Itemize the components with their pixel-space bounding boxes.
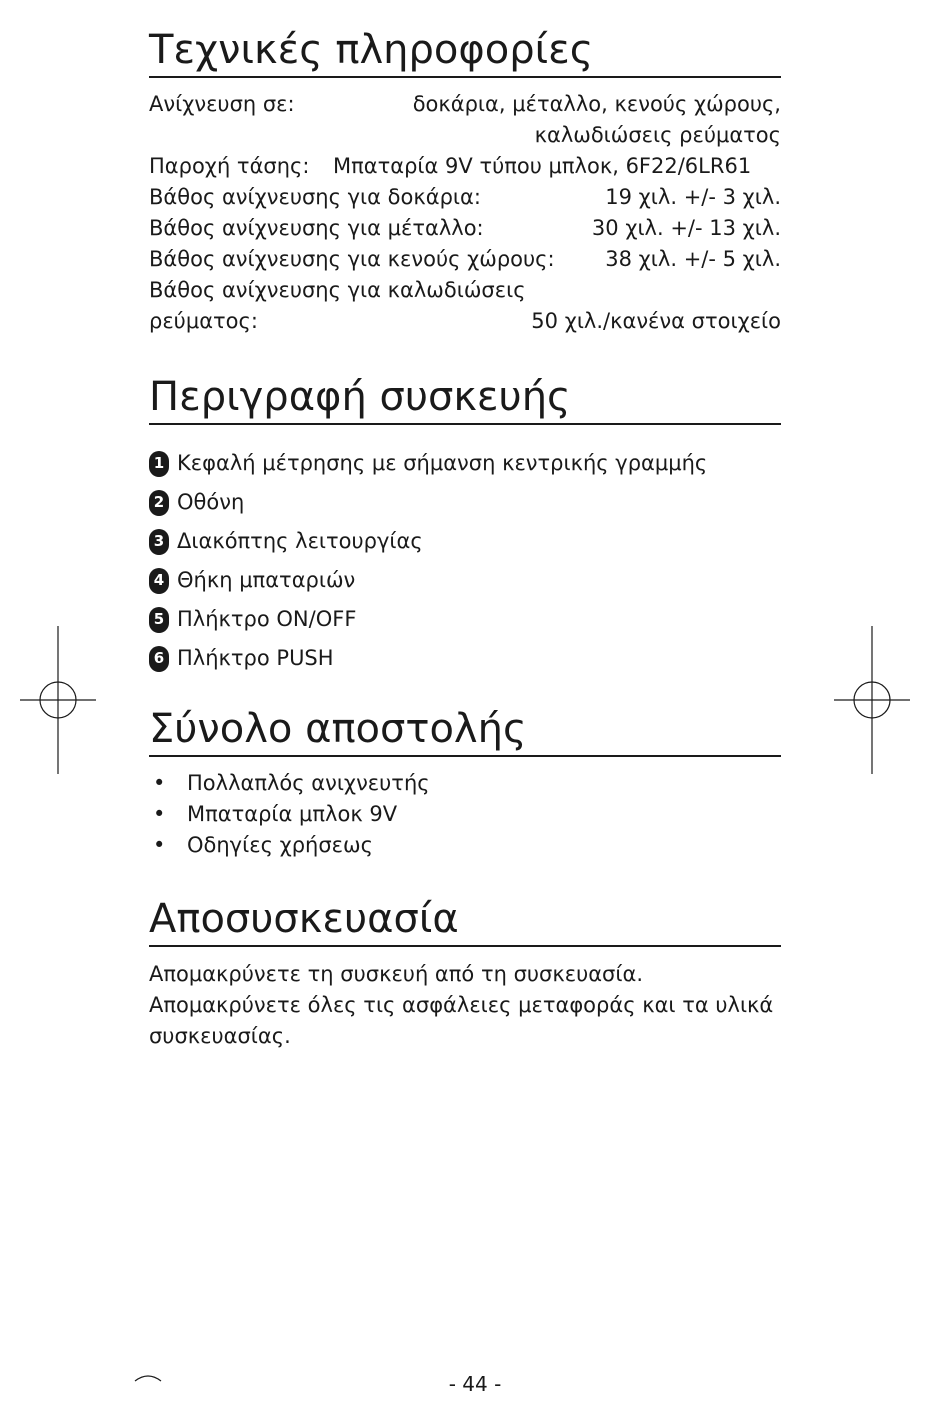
device-parts-list <box>149 444 781 678</box>
spec-power-label: Παροχή τάσης: <box>149 154 310 178</box>
unpacking-line: Απομακρύνετε όλες τις ασφάλειες μεταφοράς και τα υλικά <box>149 993 774 1017</box>
device-description-heading: Περιγραφή συσκευής <box>149 373 781 425</box>
device-part-label: Πλήκτρο ON/OFF <box>177 607 357 631</box>
bullet-icon: • <box>153 771 166 795</box>
delivery-item-label: Πολλαπλός ανιχνευτής <box>187 771 430 795</box>
spec-depth-metal-label: Βάθος ανίχνευσης για μέταλλο: <box>149 216 484 240</box>
registration-crosshair-icon <box>834 626 910 774</box>
device-part-item <box>149 600 781 639</box>
device-part-label: Πλήκτρο PUSH <box>177 646 334 670</box>
spec-detection-label: Ανίχνευση σε: <box>149 92 295 116</box>
spec-depth-voids-label: Βάθος ανίχνευσης για κενούς χώρους: <box>149 247 555 271</box>
spec-depth-wiring-row-2 <box>149 306 781 337</box>
unpacking-heading: Αποσυσκευασία <box>149 895 781 947</box>
technical-specs <box>149 89 781 337</box>
spec-depth-voids-row <box>149 244 781 275</box>
page-number: - 44 - <box>448 1372 502 1396</box>
device-part-item <box>149 639 781 678</box>
spec-detection-value-2: καλωδιώσεις ρεύματος <box>534 123 781 147</box>
device-part-item <box>149 522 781 561</box>
list-item <box>149 830 781 861</box>
spec-depth-beams-row <box>149 182 781 213</box>
bullet-icon: • <box>153 833 166 857</box>
device-part-item <box>149 561 781 600</box>
number-1-icon: 1 <box>149 451 169 477</box>
device-part-label: Θήκη μπαταριών <box>177 568 356 592</box>
spec-depth-wiring-row <box>149 275 781 306</box>
device-part-item <box>149 444 781 483</box>
spec-depth-metal-row <box>149 213 781 244</box>
registration-crosshair-icon <box>20 626 96 774</box>
device-part-label: Διακόπτης λειτουργίας <box>177 529 423 553</box>
unpacking-paragraph <box>149 959 781 1052</box>
spec-detection-row <box>149 89 781 120</box>
spec-power-value: Μπαταρία 9V τύπου μπλοκ, 6F22/6LR61 <box>333 154 752 178</box>
spec-detection-row-2 <box>149 120 781 151</box>
list-item <box>149 799 781 830</box>
device-part-item <box>149 483 781 522</box>
number-5-icon: 5 <box>149 607 169 633</box>
spec-depth-wiring-label-1: Βάθος ανίχνευσης για καλωδιώσεις <box>149 278 526 302</box>
technical-info-heading: Τεχνικές πληροφορίες <box>149 26 781 78</box>
device-part-label: Οθόνη <box>177 490 245 514</box>
delivery-item-label: Μπαταρία μπλοκ 9V <box>187 802 398 826</box>
spec-depth-beams-value: 19 χιλ. +/- 3 χιλ. <box>605 185 781 209</box>
delivery-contents-list <box>149 768 781 861</box>
spec-depth-wiring-value: 50 χιλ./κανένα στοιχείο <box>531 309 781 333</box>
bullet-icon: • <box>153 802 166 826</box>
unpacking-line: συσκευασίας. <box>149 1024 291 1048</box>
number-3-icon: 3 <box>149 529 169 555</box>
number-2-icon: 2 <box>149 490 169 516</box>
unpacking-line: Απομακρύνετε τη συσκευή από τη συσκευασία. <box>149 962 643 986</box>
spec-depth-wiring-label-2: ρεύματος: <box>149 309 258 333</box>
spec-power-row <box>149 151 781 182</box>
delivery-contents-heading: Σύνολο αποστολής <box>149 705 781 757</box>
number-6-icon: 6 <box>149 646 169 672</box>
spec-depth-metal-value: 30 χιλ. +/- 13 χιλ. <box>591 216 781 240</box>
spec-depth-voids-value: 38 χιλ. +/- 5 χιλ. <box>605 247 781 271</box>
spec-depth-beams-label: Βάθος ανίχνευσης για δοκάρια: <box>149 185 481 209</box>
delivery-item-label: Οδηγίες χρήσεως <box>187 833 373 857</box>
spec-detection-value-1: δοκάρια, μέταλλο, κενούς χώρους, <box>412 92 781 116</box>
list-item <box>149 768 781 799</box>
number-4-icon: 4 <box>149 568 169 594</box>
device-part-label: Κεφαλή μέτρησης με σήμανση κεντρικής γραμμής <box>177 451 708 475</box>
